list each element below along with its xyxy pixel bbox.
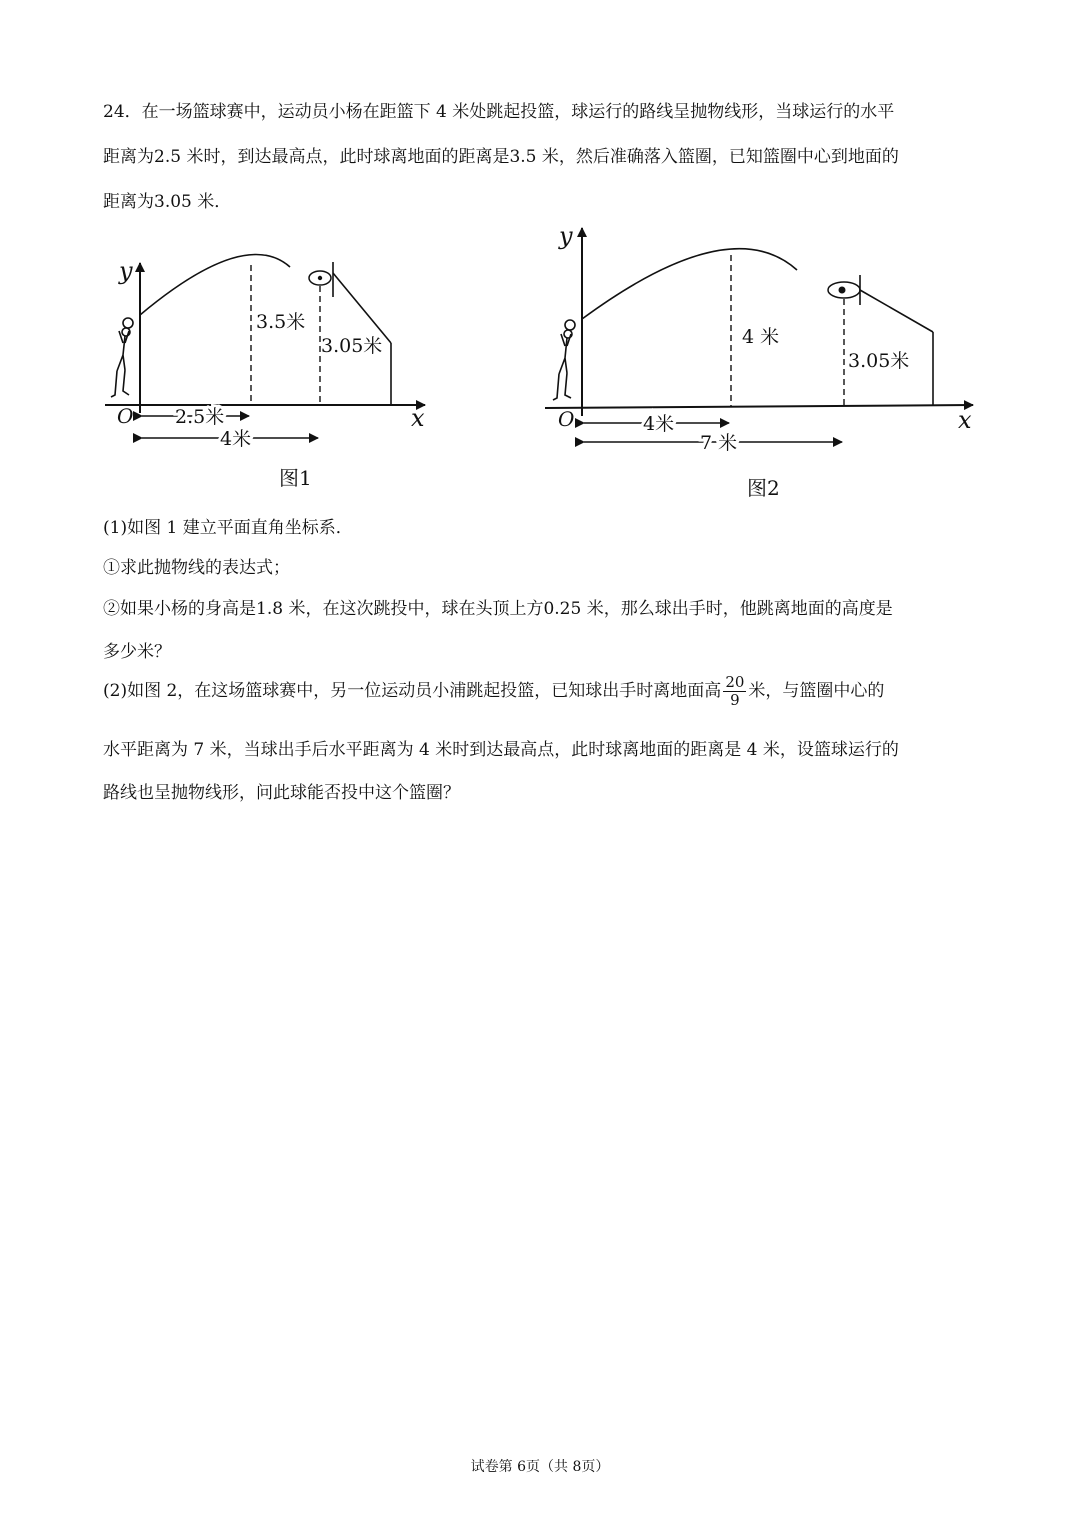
problem-line-1: 24．在一场篮球赛中，运动员小杨在距篮下 4 米处跳起投篮，球运行的路线呈抛物线形，当球运行的水平 [103,102,895,122]
problem-line-2: 距离为2.5 米时，到达最高点，此时球离地面的距离是3.5 米，然后准确落入篮圈，已知篮圈中心到地面的 [103,147,899,167]
fig2-peak-x-label: 4米 [643,413,675,435]
fig2-hoop-height-label: 3.05米 [848,350,910,372]
fig1-player-icon [111,318,133,397]
fig1-origin: O [117,404,134,428]
part1-question-1: ①求此抛物线的表达式； [103,558,290,578]
fraction-denominator: 9 [730,691,740,709]
fig2-y-label: y [559,222,573,250]
fig2-origin: O [558,407,575,431]
fig1-y-label: y [119,257,133,285]
fig2-trajectory [582,249,797,319]
part1-question-2-line-2: 多少米？ [103,642,171,662]
page-footer: 试卷第 6页（共 8页） [470,1459,610,1475]
fig2-peak-height-label: 4 米 [742,326,780,348]
figure-2-caption: 图2 [747,476,780,500]
part2-line-1-after: 米，与篮圈中心的 [748,681,885,701]
figure-1-caption: 图1 [279,466,312,490]
fig2-player-icon [553,320,575,400]
part2-line-1-before: (2)如图 2，在这场篮球赛中，另一位运动员小浦跳起投篮，已知球出手时离地面高 [103,681,722,701]
part1-heading: (1)如图 1 建立平面直角坐标系． [103,518,353,538]
fig1-peak-x-label: 2.5米 [175,406,225,428]
part2-fraction [723,674,746,709]
figure-1 [95,245,445,460]
fig1-hoop-height-label: 3.05米 [321,335,383,357]
fig1-peak-height-label: 3.5米 [256,311,306,333]
part1-question-2-line-1: ②如果小杨的身高是1.8 米，在这次跳投中，球在头顶上方0.25 米，那么球出手时，他跳离地面的高度是 [103,599,893,619]
fig1-hoop-x-label: 4米 [220,428,252,450]
fig1-trajectory [140,255,290,316]
figure-2 [535,220,980,460]
fig2-x-label: x [958,406,972,434]
part2-line-1 [103,674,884,709]
problem-line-3: 距离为3.05 米． [103,192,232,212]
fig2-x-axis [545,405,973,408]
fraction-numerator: 20 [725,673,745,691]
part2-line-2: 水平距离为 7 米，当球出手后水平距离为 4 米时到达最高点，此时球离地面的距离是 4 米，设篮球运行的 [103,740,899,760]
fig1-x-label: x [411,404,425,432]
fig2-support-arm [860,290,933,332]
part2-line-3: 路线也呈抛物线形，问此球能否投中这个篮圈？ [103,783,460,803]
fig2-hoop-x-label: 7 米 [700,432,738,454]
fig1-support-arm [333,273,391,343]
